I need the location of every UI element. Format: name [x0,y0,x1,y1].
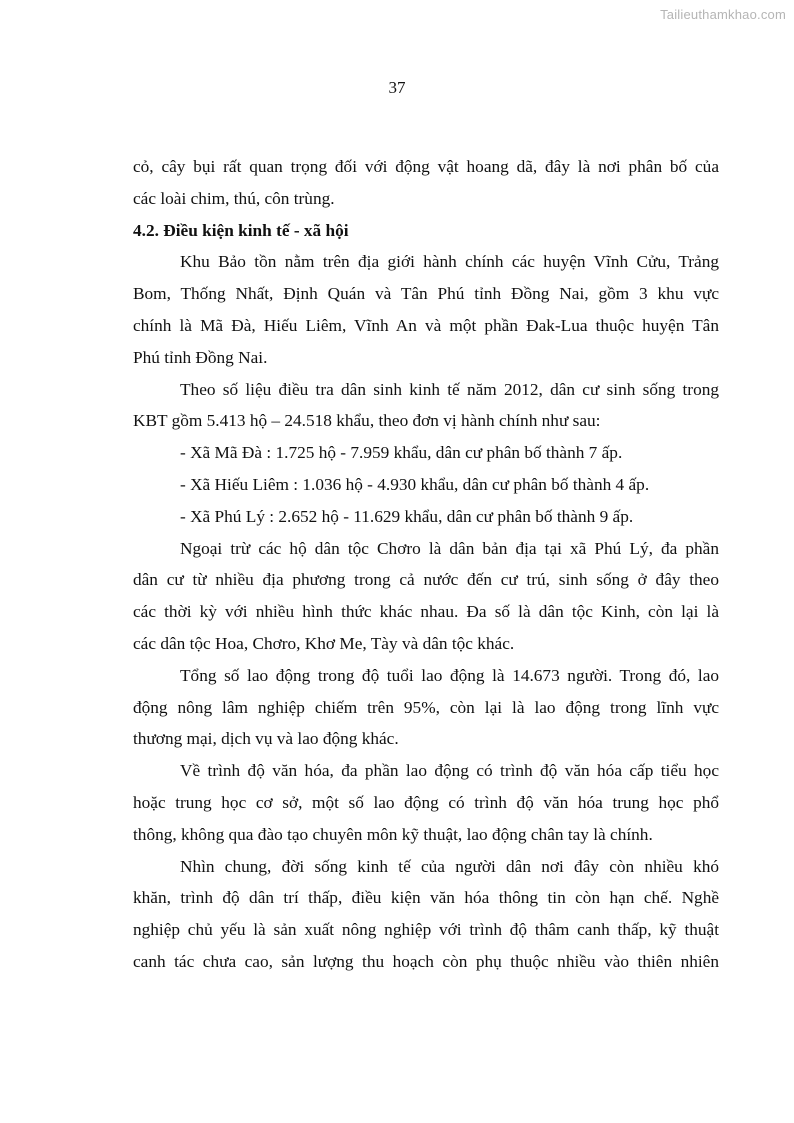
document-body [133,151,719,978]
text-line: cỏ, cây bụi rất quan trọng đối với động vật hoang dã, đây là nơi phân bố của [133,157,719,176]
text-line: Khu Bảo tồn nằm trên địa giới hành chính các huyện Vĩnh Cửu, Trảng [180,252,719,272]
text-line: dân cư từ nhiều địa phương trong cả nước đến cư trú, sinh sống ở đây theo [133,570,719,590]
text-line: KBT gồm 5.413 hộ – 24.518 khẩu, theo đơn vị hành chính như sau: [133,411,601,431]
paragraph-population [133,374,719,438]
text-line: thông, không qua đào tạo chuyên môn kỹ thuật, lao động chân tay là chính. [133,824,653,844]
paragraph-location [133,246,719,373]
list-item: - Xã Hiếu Liêm : 1.036 hộ - 4.930 khẩu, dân cư phân bố thành 4 ấp. [180,474,650,494]
paragraph-education [133,755,719,850]
paragraph-ethnicity [133,533,719,660]
section-heading: 4.2. Điều kiện kinh tế - xã hội [133,220,349,240]
text-line: Ngoại trừ các hộ dân tộc Chơro là dân bản địa tại xã Phú Lý, đa phần [180,538,719,558]
paragraph-continuation [133,151,719,215]
text-line: Nhìn chung, đời sống kinh tế của người dân nơi đây còn nhiều khó [180,856,719,876]
list-item: - Xã Mã Đà : 1.725 hộ - 7.959 khẩu, dân cư phân bố thành 7 ấp. [180,443,623,463]
text-line: các thời kỳ với nhiều hình thức khác nhau. Đa số là dân tộc Kinh, còn lại là [133,602,719,622]
text-line: Phú tỉnh Đồng Nai. [133,347,268,367]
text-line: chính là Mã Đà, Hiếu Liêm, Vĩnh An và một phần Đak-Lua thuộc huyện Tân [133,315,719,335]
paragraph-economy [133,851,719,978]
text-line: Bom, Thống Nhất, Định Quán và Tân Phú tỉnh Đồng Nai, gồm 3 khu vực [133,284,719,304]
watermark: Tailieuthamkhao.com [660,7,786,22]
paragraph-labor [133,660,719,755]
page-number: 37 [388,78,406,97]
text-line: động nông lâm nghiệp chiếm trên 95%, còn lại là lao động trong lĩnh vực [133,697,719,717]
text-line: thương mại, dịch vụ và lao động khác. [133,729,399,749]
text-line: các loài chim, thú, côn trùng. [133,188,335,208]
text-line: hoặc trung học cơ sở, một số lao động có trình độ văn hóa trung học phổ [133,792,719,812]
text-line: canh tác chưa cao, sản lượng thu hoạch còn phụ thuộc nhiều vào thiên nhiên [133,951,719,971]
text-line: các dân tộc Hoa, Chơro, Khơ Me, Tày và dân tộc khác. [133,633,515,653]
list-item: - Xã Phú Lý : 2.652 hộ - 11.629 khẩu, dân cư phân bố thành 9 ấp. [180,506,634,526]
text-line: Về trình độ văn hóa, đa phần lao động có trình độ văn hóa cấp tiểu học [180,761,719,781]
text-line: nghiệp chủ yếu là sản xuất nông nghiệp với trình độ thâm canh thấp, kỹ thuật [133,920,719,940]
text-line: Tổng số lao động trong độ tuổi lao động là 14.673 người. Trong đó, lao [180,665,719,685]
text-line: Theo số liệu điều tra dân sinh kinh tế năm 2012, dân cư sinh sống trong [180,379,719,399]
text-line: khăn, trình độ dân trí thấp, điều kiện văn hóa thông tin còn hạn chế. Nghề [133,888,719,908]
